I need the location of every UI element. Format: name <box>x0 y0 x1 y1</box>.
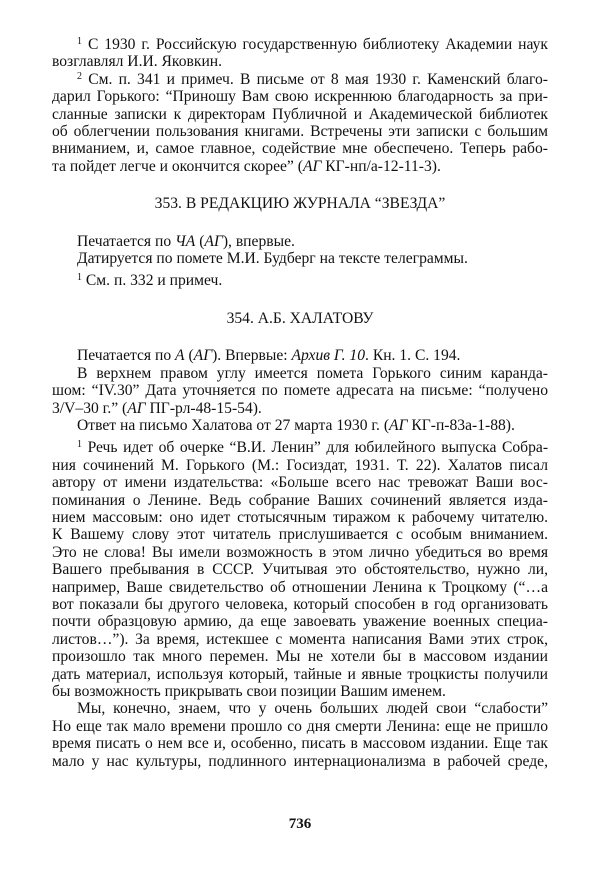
section-heading-354: 354. А.Б. ХАЛАТОВУ <box>226 309 374 327</box>
source-note-354: Печатается по А (АГ). Впервые: Архив Г. 10. Кн. 1. С. 194. В верхнем правом углу имеется помета Горького синим каранда- шом: “IV.30” Дата уточняется по помете адресата на письме: “получено 3/V–30 г.” (АГ ПГ-рл-48-15-54). Ответ на письмо Халатова от 27 марта 1930 г. (АГ КГ-п-83а-1-88). <box>52 347 548 434</box>
footnote-2: $^2$ См. п. 341 и примеч. В письме от 8 мая 1930 г. Каменский благо- дарил Горького: “Приношу Вам свою искреннюю благодарность за при- сланные записки к директорам Публичной и Академической библиотек об облегчении пользования книгами. Встречены эти записки с большим вниманием, и, самое главное, содействие мне обеспечено. Теперь рабо- та пойдет легче и окончится скорее” (АГ КГ-нп/а-12-11-3). <box>52 70 548 175</box>
footnote-354-1: $^1$ Речь идет об очерке “В.И. Ленин” для юбилейного выпуска Собра- ния сочинений М. Горького (М.: Госиздат, 1931. Т. 22). Халатов писал автору от имени издательства: «Больше всего нас тревожат Ваши вос- поминания о Ленине. Ведь собрание Ваших сочинений является изда- нием массовым: оно идет стотысячным тиражом к рабочему читателю. К Вашему слову этот читатель прислушивается с особым вниманием. Это не слова! Вы имели возможность в этом лично убедиться во время Вашего пребывания в СССР. Учитывая это обстоятельство, нужно ли, например, Ваше свидетельство об отношении Ленина к Троцкому (“…а вот показали бы другого человека, который способен в год организовать почти образцовую армию, да еще завоевать уважение военных специа- листов…”). За время, истекшее с момента написания Вами этих строк, произошло так много перемен. Мы не хотели бы в массовом издании дать материал, используя который, тайные и явные троцкисты получили бы возможность прикрывать свои позиции Вашим именем. <box>52 439 549 700</box>
footnote-354-1-continued: Мы, конечно, знаем, что у очень больших людей свои “слабости” Но еще так мало времени прошло со дня смерти Ленина: еще не пришло время писать о нем все и, особенно, писать в массовом издании. Еще так мало у нас культуры, подлинного интернационализма в рабочей среде, <box>52 700 548 770</box>
source-note-353: Печатается по ЧА (АГ), впервые. Датируется по помете М.И. Будберг на тексте телеграммы. <box>77 232 468 268</box>
footnote-marker: 1 <box>77 36 82 47</box>
footnote-1: $^1$ С 1930 г. Российскую государственную библиотеку Академии наук возглавлял И.И. Яковкин. <box>52 36 548 71</box>
section-heading-353: 353. В РЕДАКЦИЮ ЖУРНАЛА “ЗВЕЗДА” <box>154 195 446 213</box>
footnote-marker: 1 <box>77 272 82 284</box>
page-number: 736 <box>288 816 312 832</box>
footnote-353-1: $^1$ См. п. 332 и примеч. <box>77 272 223 290</box>
footnote-marker: 1 <box>77 439 82 451</box>
document-page <box>52 36 548 770</box>
footnote-marker: 2 <box>77 70 82 82</box>
